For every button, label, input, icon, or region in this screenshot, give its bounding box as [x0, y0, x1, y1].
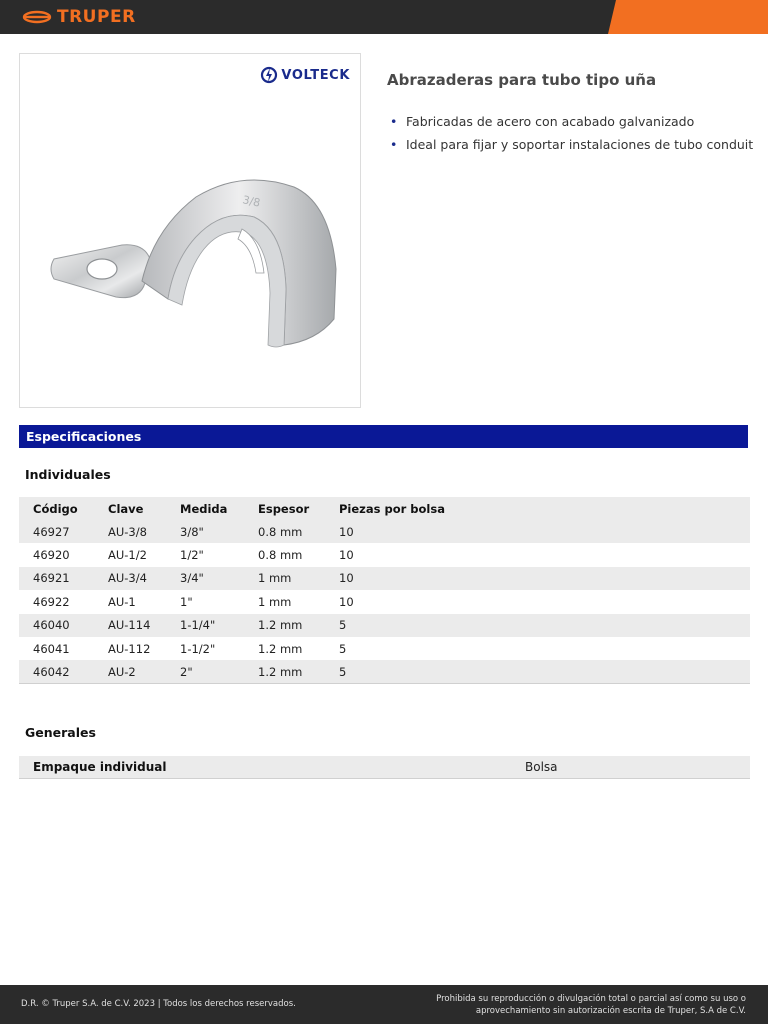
cell-pieces: 5 [339, 660, 750, 683]
cell-thickness: 1 mm [258, 571, 292, 586]
bullet-icon: • [390, 114, 398, 129]
header-bar [0, 0, 768, 34]
product-image-card [19, 53, 361, 408]
cell-pieces: 10 [339, 571, 354, 586]
cell-code: 46040 [33, 618, 70, 633]
cell-thickness: 1 mm [258, 594, 292, 609]
footer-disclaimer-line: Prohibida su reproducción o divulgación total o parcial así como su uso o [436, 994, 746, 1004]
cell-pieces: 5 [339, 618, 347, 633]
cell-size: 3/8" [180, 524, 204, 539]
footer-disclaimer-line: aprovechamiento sin autorización escrita de Truper, S.A de C.V. [475, 1006, 746, 1016]
table-row [19, 660, 750, 683]
cell-size: 1/2" [180, 548, 204, 563]
cell-code: 46042 [19, 660, 108, 683]
cell-key: AU-112 [108, 641, 151, 656]
cell-thickness: 1.2 mm [258, 660, 339, 683]
cell-pieces: 5 [339, 641, 347, 656]
feature-text: Fabricadas de acero con acabado galvanizado [406, 114, 695, 129]
cell-code: 46041 [33, 641, 70, 656]
cell-size: 1-1/4" [180, 618, 216, 633]
logo-text: TRUPER [57, 7, 136, 27]
cell-pieces: 10 [339, 548, 354, 563]
truper-logo-icon [22, 10, 52, 24]
cell-thickness: 1.2 mm [258, 641, 303, 656]
cell-key: AU-3/4 [108, 571, 147, 586]
individual-heading: Individuales [25, 467, 111, 482]
feature-list [390, 110, 753, 156]
cell-size: 1" [180, 594, 193, 609]
cell-thickness: 0.8 mm [258, 524, 303, 539]
section-title: Especificaciones [26, 429, 142, 444]
cell-thickness: 1.2 mm [258, 618, 303, 633]
cell-thickness: 0.8 mm [258, 548, 303, 563]
general-key: Empaque individual [33, 760, 167, 774]
cell-code: 46927 [33, 524, 70, 539]
volteck-bolt-icon [260, 66, 278, 84]
table-row [19, 590, 750, 613]
cell-key: AU-2 [108, 660, 180, 683]
feature-item [390, 110, 753, 133]
table-row [19, 614, 750, 637]
cell-code: 46922 [33, 594, 70, 609]
clamp-product-image [46, 169, 346, 369]
volteck-logo [260, 66, 350, 84]
column-header: Piezas por bolsa [339, 501, 445, 516]
column-header: Espesor [258, 501, 310, 516]
brand-name: VOLTECK [281, 67, 350, 83]
cell-pieces: 10 [339, 594, 354, 609]
feature-item [390, 133, 753, 156]
cell-code: 46921 [33, 571, 70, 586]
general-value: Bolsa [525, 760, 558, 774]
cell-size: 2" [180, 660, 258, 683]
footer-copyright: D.R. © Truper S.A. de C.V. 2023 | Todos los derechos reservados. [21, 999, 296, 1009]
table-row [19, 520, 750, 543]
product-title: Abrazaderas para tubo tipo uña [387, 71, 657, 89]
truper-logo[interactable] [22, 7, 136, 27]
bullet-icon: • [390, 137, 398, 152]
svg-text:3/8: 3/8 [241, 193, 262, 210]
cell-key: AU-114 [108, 618, 151, 633]
table-row [19, 637, 750, 660]
cell-code: 46920 [33, 548, 70, 563]
cell-key: AU-1 [108, 594, 136, 609]
general-heading: Generales [25, 725, 96, 740]
cell-key: AU-1/2 [108, 548, 147, 563]
header-accent-stripe [608, 0, 768, 34]
cell-key: AU-3/8 [108, 524, 147, 539]
feature-text: Ideal para fijar y soportar instalaciones de tubo conduit [406, 137, 754, 152]
table-row [19, 543, 750, 566]
specifications-section-header [19, 425, 748, 448]
cell-size: 1-1/2" [180, 641, 216, 656]
column-header: Clave [108, 501, 144, 516]
cell-pieces: 10 [339, 524, 354, 539]
footer-disclaimer [436, 993, 746, 1017]
general-row [19, 756, 750, 779]
specifications-table [19, 497, 750, 684]
column-header: Medida [180, 501, 228, 516]
footer-bar [0, 985, 768, 1024]
column-header: Código [33, 501, 78, 516]
cell-size: 3/4" [180, 571, 204, 586]
table-row [19, 567, 750, 590]
table-header-row [19, 497, 750, 520]
